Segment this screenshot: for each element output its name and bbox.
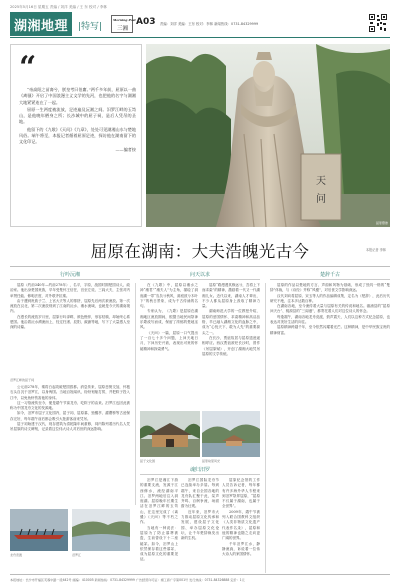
temple-photo <box>140 411 200 457</box>
right-column-text <box>270 283 390 573</box>
footer-text: 本报地址：长沙市开福区芙蓉中路一段442号 邮编：410005 新闻热线：0731-84329999 广告经营许可证：湘工商广字第001号 发行热线：0731-84326888 定价：1元 <box>10 578 245 582</box>
middle-right-column-text <box>202 283 260 408</box>
hero-photo <box>146 44 390 227</box>
scenery-photo-image <box>202 411 260 457</box>
qu-yuan-statue-photo <box>146 44 390 227</box>
article-paragraph: 这一习俗流传至今，便是端午节赛龙舟、吃粽子的由来。汨罗江也因此被称为中国龙舟文化的发源地。 <box>10 400 130 411</box>
subhead-bottom: 魂归汨罗 <box>189 467 210 473</box>
column-divider <box>135 283 136 505</box>
article-paragraph: 如今，汨罗市屈子文化园内，屈子祠、屈原墓、独醒亭、濯缨桥等古迹保存完好，每年端午前后都会吸引大批游客前来凭吊。 <box>10 411 130 421</box>
article-paragraph: 屈原精神跨越千年，至今依然闪耀着光芒。这种精神，是中华民族宝贵的精神财富。 <box>270 325 390 335</box>
article-paragraph: 屈原“路漫漫其修远兮，吾将上下而求索”的精神，激励着一代又一代湖湘儿女。近代以来，湖南人才辈出，不少人都从屈原身上汲取了精神力量。 <box>202 283 260 309</box>
article-paragraph: 屈原纪念馆的工作人员告诉记者，每年都有许多海外华人专程来到汨罗祭拜屈原，“屈原不仅属于湖南，也属于全世界”。 <box>222 478 260 509</box>
subhead-rule <box>10 279 130 280</box>
dragon-boat-photo-image <box>10 509 68 551</box>
article-paragraph: 公元前278年，秦将白起攻破楚国郢都。消息传来，屈原悲愤交加，怀抱石头自沉于汨罗江，以身殉国。当地百姓闻讯，纷纷划船打捞，并把粽子投入江中，以免鱼虾伤害他的身体。 <box>10 385 130 400</box>
section-title: 湖湘地理 <box>13 18 68 34</box>
article-paragraph: 在湖南各地，至今流传着大量与屈原有关的传说和地名。溆浦县的“屈原问天台”、桃源县的“三闾港”，都寄托着人们对这位诗人的怀念。 <box>270 304 390 314</box>
editor-note-box <box>10 44 142 227</box>
right-photo-caption: 屈原故里风光 <box>202 459 221 463</box>
left-photo-caption: 屈子文化园 <box>140 459 156 463</box>
bottom-right-photo-caption: 汨罗江 <box>72 553 82 557</box>
article-paragraph: 在《九歌》中，屈原以湘水之神“湘君”“湘夫人”为主角，描绘了洞庭湖一带“袅袅兮秋风，洞庭波兮木叶下”的秋日景象，成为千古传诵的名句。 <box>140 283 198 309</box>
subhead-left: 行吟沅湘 <box>59 272 80 278</box>
article-paragraph: 当地有一种说法：屈原为了防止墓葬被盗，生前曾设下十二座疑冢。如今，汨罗山上依然保存着这些墓冢，成为屈原文化的重要见证。 <box>140 525 178 562</box>
article-paragraph: 汉代刘向将屈原、宋玉等人的作品编辑成集，定名为《楚辞》，此后历代研究不绝，注本多达数百种。 <box>270 293 390 303</box>
subhead-rule <box>140 279 260 280</box>
svg-text:天: 天 <box>316 176 326 187</box>
river-photo-image <box>72 509 130 551</box>
page-header <box>10 12 390 38</box>
quote-mark-icon: “ <box>19 50 37 85</box>
article-paragraph: 2009年，端午节被列入联合国教科文组织《人类非物质文化遗产代表作名录》，屈原和他的精神也随之走向更广阔的世界。 <box>222 509 260 541</box>
section-title-block <box>10 12 72 36</box>
hero-photo-caption: 屈原塑像 <box>375 221 388 225</box>
article-paragraph: 每逢端午，湖南各地龙舟竞渡，鼓声震天，人们以这种方式纪念屈原，也表达对美好生活的向往。 <box>270 314 390 325</box>
column-divider <box>265 283 266 573</box>
article-paragraph: 汨罗江国际龙舟节已连续举办多届。每到端午，来自全国各地的龙舟队汇聚于此，桨声齐鸣、百舸争流，场面蔚为壮观。 <box>181 478 219 509</box>
article-author: 本报记者 李林 <box>365 248 386 252</box>
article-paragraph: 千年汨罗江水，静静流淌，诉说着一位伟大诗人的家国情怀。 <box>222 541 260 557</box>
intro-paragraph: 屈原一生两度被流放，足迹遍及沅湘之间。汨罗江畔的玉笥山，是他晚年栖身之所；长沙城中的屈子祠，是后人凭吊的圣地。 <box>19 106 136 125</box>
subhead-middle: 问天以求 <box>189 272 210 278</box>
intro-paragraph: 他留下的《九歌》《天问》《九章》，处处可见湖湘山水与楚地风俗。端午将至，本报记者循着屈原足迹，探访他在湖南留下的文化印记。 <box>19 126 136 145</box>
bottom-column-1 <box>140 478 178 572</box>
scenery-photo <box>202 411 260 457</box>
article-paragraph: 屈原（约前340年—约前278年），名平，字原，战国时期楚国诗人、政治家。他出身楚国贵族，早年受楚怀王信任，官至左徒、三闾大夫，主张对内举贤任能、修明法度，对外联齐抗秦。 <box>10 283 130 298</box>
article-paragraph: 屈子祠始建于汉代，现存建筑为清乾隆年间重修，祠内陈列着历代名人凭吊屈原的诗文碑刻，记录着这位伟大诗人对后世的深远影响。 <box>10 422 130 432</box>
dragon-boat-photo <box>10 509 68 551</box>
logo-text-en: Morning Post <box>113 18 136 22</box>
middle-column-text <box>140 283 198 408</box>
article-paragraph: 汨罗江是湘江下游的重要支流，发源于江西修水，流经湖南平江、汨罗两地后注入洞庭湖。屈原晚年长期生活在汨罗江畔的玉笥山，在这里完成了《离骚》《天问》等不朽之作。 <box>140 478 178 525</box>
headline-band <box>10 231 390 267</box>
left-mid-caption: 汨罗江畔的屈子祠 <box>10 378 35 382</box>
bottom-column-2 <box>181 478 219 572</box>
editor-credits: 责编：刘洋 美编：王东 校对：李林 新闻热线：0731-84329999 <box>160 22 259 26</box>
article-headline: 屈原在湖南：大夫浩魄光古今 <box>90 242 310 261</box>
bottom-column-3 <box>222 478 260 572</box>
left-column-bottom-text <box>10 385 130 507</box>
bottom-left-photo-caption: 龙舟竞渡 <box>10 553 23 557</box>
article-paragraph: 近年来，汨罗市大力推动屈原文化传承和发展，建设屈子文化园、举办屈原文化论坛，让千年楚辞焕发出新的生机。 <box>181 509 219 541</box>
issue-date: 2025年5月16日 星期五 责编 / 刘洋 美编 / 王 东 校对 / 李林 <box>10 5 107 9</box>
qr-code-icon <box>368 13 388 33</box>
article-paragraph: 在漫长的流放岁月里，屈原行吟泽畔，颜色憔悴，形容枯槁，却始终心系楚国。他沿着沅水溯流而上，经过枉渚、辰阳、溆浦等地，写下了大量感人至深的诗篇。 <box>10 314 130 330</box>
article-paragraph: 由于遭到贵族子兰、上官大夫等人的排挤，屈原先后两次被流放。第一次流放在汉北，第二次流放则到了江南的沅水、湘水流域，也就是今天的湖南境内。 <box>10 298 130 314</box>
left-column-top-text <box>10 283 130 377</box>
article-paragraph: 湖南师范大学的一位教授介绍，屈原的爱国情怀、求索精神和高洁品格，早已融入湖湘文化的血脉之中，成为“心忧天下、敢为人先”的重要源头之一。 <box>202 309 260 335</box>
editor-note-text <box>19 87 136 153</box>
intro-paragraph: “帝高阳之苗裔兮，朕皇考曰伯庸。”两千多年前，屈原以一曲《离骚》开启了中国浪漫主义文学的先河，也把他的名字与湖湘大地紧紧连在了一起。 <box>19 87 136 105</box>
page-code: A03 <box>136 17 156 27</box>
article-paragraph: 专家认为，《九歌》是屈原在湖湘地区流放期间，根据当地民间祭神乐歌改写而成，保留了浓郁的楚地巫风。 <box>140 309 198 330</box>
subhead-rule <box>140 474 260 475</box>
editor-note-signature: ——编者按 <box>115 146 136 152</box>
subhead-right: 楚辞千古 <box>319 272 340 278</box>
newspaper-logo <box>111 15 136 33</box>
logo-text-cn: 三湘 <box>117 26 129 32</box>
article-paragraph: 屈原的作品以楚地的方言、声韵和风物为基础，形成了独具一格的“楚辞”体裁，与《诗经》并称“风骚”，对后世文学影响深远。 <box>270 283 390 293</box>
article-paragraph: 《天问》一篇，屈原一口气提出了一百七十多个问题，上问天地日月，下问历史兴衰，表现出可贵的怀疑精神和探索勇气。 <box>140 330 198 351</box>
article-paragraph: 在长沙，贾谊故居与屈原遗迹遥相呼应。西汉贾谊被贬长沙时，曾作《吊屈原赋》，开创了湖湘大地凭吊屈原的文学传统。 <box>202 335 260 356</box>
section-tag: |特写| <box>78 22 103 32</box>
date-line <box>10 3 390 12</box>
temple-photo-image <box>140 411 200 457</box>
page-footer <box>10 574 390 582</box>
subhead-rule <box>270 279 390 280</box>
river-photo <box>72 509 130 551</box>
svg-text:问: 问 <box>316 194 326 205</box>
